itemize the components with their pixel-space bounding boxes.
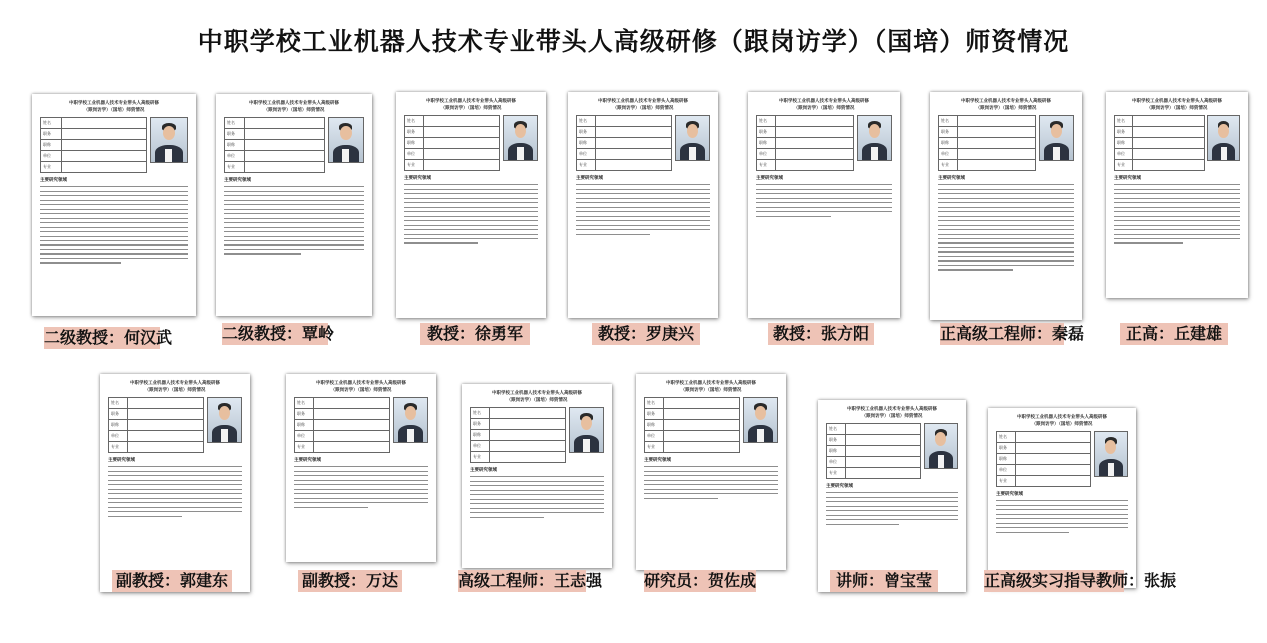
field-value bbox=[1132, 127, 1204, 138]
field-value bbox=[776, 116, 854, 127]
teacher-name-label: 教授：张方阳 bbox=[768, 323, 874, 345]
profile-sheet bbox=[818, 400, 966, 592]
field-value bbox=[62, 118, 146, 129]
research-section-title: 主要研究领域 bbox=[404, 176, 431, 181]
field-value bbox=[1015, 476, 1090, 487]
field-value bbox=[62, 140, 146, 151]
field-value bbox=[490, 430, 566, 441]
body-text-lines bbox=[756, 184, 892, 217]
field-label: 职务 bbox=[757, 127, 776, 138]
teacher-name-label: 讲师：曾宝莹 bbox=[830, 570, 938, 592]
field-label: 职称 bbox=[405, 138, 424, 149]
profile-sheet bbox=[462, 384, 612, 568]
field-value bbox=[314, 442, 390, 453]
field-value bbox=[845, 468, 920, 479]
field-label: 职务 bbox=[41, 129, 62, 140]
field-label: 姓名 bbox=[1115, 116, 1133, 127]
field-label: 专业 bbox=[827, 468, 846, 479]
field-value bbox=[776, 160, 854, 171]
field-value bbox=[490, 441, 566, 452]
field-label: 单位 bbox=[471, 441, 490, 452]
field-label: 职务 bbox=[471, 419, 490, 430]
field-value bbox=[596, 160, 672, 171]
profile-sheet bbox=[988, 408, 1136, 588]
field-label: 专业 bbox=[577, 160, 596, 171]
info-table bbox=[40, 117, 147, 173]
field-label: 职务 bbox=[295, 409, 314, 420]
field-value bbox=[424, 116, 500, 127]
field-value bbox=[958, 138, 1036, 149]
field-label: 专业 bbox=[1115, 160, 1133, 171]
profile-sheet-header: 中职学校工业机器人技术专业带头人高级研修 bbox=[1017, 415, 1107, 420]
research-section-title: 主要研究领域 bbox=[224, 178, 251, 183]
research-section-title: 主要研究领域 bbox=[576, 176, 603, 181]
field-label: 职务 bbox=[645, 409, 664, 420]
field-value bbox=[664, 398, 740, 409]
field-value bbox=[776, 127, 854, 138]
profile-sheet-header: 中职学校工业机器人技术专业带头人高级研修 bbox=[492, 391, 582, 396]
field-label: 单位 bbox=[295, 431, 314, 442]
info-table bbox=[938, 115, 1036, 171]
field-value bbox=[596, 116, 672, 127]
profile-sheet-header: 中职学校工业机器人技术专业带头人高级研修 bbox=[666, 381, 756, 386]
field-label: 职称 bbox=[827, 446, 846, 457]
field-value bbox=[128, 431, 204, 442]
field-value bbox=[958, 127, 1036, 138]
body-text-lines bbox=[826, 492, 958, 525]
profile-sheet bbox=[396, 92, 546, 318]
field-label: 单位 bbox=[997, 465, 1016, 476]
field-label: 单位 bbox=[405, 149, 424, 160]
profile-sheet-subheader: （跟岗访学）（国培）师资情况 bbox=[330, 388, 392, 393]
field-value bbox=[958, 160, 1036, 171]
profile-sheet-subheader: （跟岗访学）（国培）师资情况 bbox=[1031, 422, 1093, 427]
field-value bbox=[490, 419, 566, 430]
profile-sheet-subheader: （跟岗访学）（国培）师资情况 bbox=[144, 388, 206, 393]
teacher-name-label: 副教授：万达 bbox=[298, 570, 402, 592]
portrait-photo bbox=[743, 397, 778, 443]
field-value bbox=[958, 116, 1036, 127]
research-section-title: 主要研究领域 bbox=[294, 458, 321, 463]
portrait-photo bbox=[503, 115, 538, 161]
field-value bbox=[664, 442, 740, 453]
portrait-photo bbox=[857, 115, 892, 161]
field-label: 职务 bbox=[225, 129, 245, 140]
field-value bbox=[596, 127, 672, 138]
teacher-name-label: 二级教授：何汉武 bbox=[44, 328, 173, 347]
field-value bbox=[1015, 443, 1090, 454]
body-text-lines bbox=[576, 184, 710, 235]
research-section-title: 主要研究领域 bbox=[40, 178, 67, 183]
portrait-photo bbox=[328, 117, 364, 163]
info-table bbox=[1114, 115, 1205, 171]
field-value bbox=[62, 162, 146, 173]
info-table bbox=[224, 117, 325, 173]
field-label: 职务 bbox=[405, 127, 424, 138]
research-section-title: 主要研究领域 bbox=[996, 492, 1023, 497]
field-value bbox=[314, 431, 390, 442]
profile-sheet bbox=[32, 94, 196, 316]
field-value bbox=[244, 151, 324, 162]
field-value bbox=[244, 118, 324, 129]
field-value bbox=[424, 127, 500, 138]
field-value bbox=[244, 129, 324, 140]
teacher-name-label: 高级工程师：王志强 bbox=[458, 571, 603, 590]
info-table bbox=[826, 423, 921, 479]
profile-sheet-header: 中职学校工业机器人技术专业带头人高级研修 bbox=[426, 99, 516, 104]
field-label: 专业 bbox=[225, 162, 245, 173]
field-label: 职称 bbox=[1115, 138, 1133, 149]
profile-sheet-subheader: （跟岗访学）（国培）师资情况 bbox=[440, 106, 502, 111]
field-value bbox=[596, 149, 672, 160]
field-label: 单位 bbox=[827, 457, 846, 468]
field-value bbox=[845, 435, 920, 446]
profile-sheet-subheader: （跟岗访学）（国培）师资情况 bbox=[83, 108, 145, 113]
field-value bbox=[845, 446, 920, 457]
profile-sheet bbox=[216, 94, 372, 316]
profile-sheet bbox=[930, 92, 1082, 320]
portrait-photo bbox=[924, 423, 958, 469]
info-table bbox=[404, 115, 500, 171]
research-section-title: 主要研究领域 bbox=[108, 458, 135, 463]
info-table bbox=[470, 407, 566, 463]
portrait-photo bbox=[207, 397, 242, 443]
field-label: 专业 bbox=[939, 160, 958, 171]
field-value bbox=[1132, 116, 1204, 127]
field-label: 单位 bbox=[41, 151, 62, 162]
field-value bbox=[664, 431, 740, 442]
field-value bbox=[128, 420, 204, 431]
body-text-lines bbox=[224, 186, 364, 255]
field-value bbox=[776, 138, 854, 149]
body-text-lines bbox=[404, 184, 538, 244]
field-label: 专业 bbox=[405, 160, 424, 171]
profile-sheet-header: 中职学校工业机器人技术专业带头人高级研修 bbox=[847, 407, 937, 412]
field-label: 专业 bbox=[997, 476, 1016, 487]
teacher-name-label: 研究员：贺佐成 bbox=[644, 571, 757, 590]
profile-sheet-header: 中职学校工业机器人技术专业带头人高级研修 bbox=[249, 101, 339, 106]
field-value bbox=[490, 408, 566, 419]
profile-sheet-header: 中职学校工业机器人技术专业带头人高级研修 bbox=[961, 99, 1051, 104]
field-label: 职务 bbox=[109, 409, 128, 420]
profile-sheet-header: 中职学校工业机器人技术专业带头人高级研修 bbox=[316, 381, 406, 386]
field-label: 姓名 bbox=[997, 432, 1016, 443]
field-value bbox=[490, 452, 566, 463]
field-label: 姓名 bbox=[577, 116, 596, 127]
info-table bbox=[294, 397, 390, 453]
research-section-title: 主要研究领域 bbox=[826, 484, 853, 489]
field-label: 单位 bbox=[757, 149, 776, 160]
field-label: 姓名 bbox=[827, 424, 846, 435]
field-value bbox=[1132, 160, 1204, 171]
field-label: 职称 bbox=[645, 420, 664, 431]
field-value bbox=[314, 398, 390, 409]
profile-sheet bbox=[286, 374, 436, 562]
field-value bbox=[128, 409, 204, 420]
field-label: 职称 bbox=[225, 140, 245, 151]
teacher-name-label: 二级教授：覃岭 bbox=[222, 324, 335, 343]
portrait-photo bbox=[150, 117, 188, 163]
field-label: 姓名 bbox=[109, 398, 128, 409]
profile-sheet-header: 中职学校工业机器人技术专业带头人高级研修 bbox=[1132, 99, 1222, 104]
profile-sheet bbox=[100, 374, 250, 592]
field-label: 姓名 bbox=[41, 118, 62, 129]
teacher-name-label: 正高级实习指导教师：张振 bbox=[984, 571, 1177, 590]
profile-sheet-subheader: （跟岗访学）（国培）师资情况 bbox=[975, 106, 1037, 111]
field-label: 专业 bbox=[471, 452, 490, 463]
field-label: 职称 bbox=[471, 430, 490, 441]
field-value bbox=[1132, 149, 1204, 160]
info-table bbox=[756, 115, 854, 171]
profile-sheet bbox=[1106, 92, 1248, 298]
body-text-lines bbox=[996, 500, 1128, 533]
research-section-title: 主要研究领域 bbox=[470, 468, 497, 473]
profile-sheet-subheader: （跟岗访学）（国培）师资情况 bbox=[612, 106, 674, 111]
body-text-lines bbox=[644, 466, 778, 499]
field-value bbox=[62, 151, 146, 162]
field-value bbox=[424, 149, 500, 160]
field-label: 单位 bbox=[939, 149, 958, 160]
portrait-photo bbox=[1207, 115, 1240, 161]
profile-sheet-header: 中职学校工业机器人技术专业带头人高级研修 bbox=[130, 381, 220, 386]
info-table bbox=[576, 115, 672, 171]
profile-sheet bbox=[568, 92, 718, 318]
field-value bbox=[664, 420, 740, 431]
profile-sheet bbox=[748, 92, 900, 318]
profile-sheet-subheader: （跟岗访学）（国培）师资情况 bbox=[263, 108, 325, 113]
profile-sheet-subheader: （跟岗访学）（国培）师资情况 bbox=[1146, 106, 1208, 111]
field-label: 职务 bbox=[827, 435, 846, 446]
portrait-photo bbox=[1094, 431, 1128, 477]
page-title: 中职学校工业机器人技术专业带头人高级研修（跟岗访学）（国培）师资情况 bbox=[197, 27, 1070, 56]
profile-sheet-subheader: （跟岗访学）（国培）师资情况 bbox=[680, 388, 742, 393]
field-label: 单位 bbox=[1115, 149, 1133, 160]
field-value bbox=[1015, 432, 1090, 443]
field-value bbox=[958, 149, 1036, 160]
field-label: 单位 bbox=[577, 149, 596, 160]
field-value bbox=[424, 138, 500, 149]
teacher-name-label: 教授：徐勇军 bbox=[420, 323, 530, 345]
field-value bbox=[128, 398, 204, 409]
profile-sheet-header: 中职学校工业机器人技术专业带头人高级研修 bbox=[69, 101, 159, 106]
portrait-photo bbox=[1039, 115, 1074, 161]
field-label: 专业 bbox=[757, 160, 776, 171]
field-value bbox=[1132, 138, 1204, 149]
body-text-lines bbox=[470, 476, 604, 518]
profile-sheet-subheader: （跟岗访学）（国培）师资情况 bbox=[793, 106, 855, 111]
research-section-title: 主要研究领域 bbox=[1114, 176, 1141, 181]
field-label: 姓名 bbox=[757, 116, 776, 127]
field-label: 姓名 bbox=[295, 398, 314, 409]
field-label: 职称 bbox=[939, 138, 958, 149]
field-label: 单位 bbox=[109, 431, 128, 442]
field-label: 职称 bbox=[295, 420, 314, 431]
teacher-name-label: 正高：丘建雄 bbox=[1120, 323, 1228, 345]
info-table bbox=[644, 397, 740, 453]
teacher-name-label: 正高级工程师：秦磊 bbox=[940, 324, 1085, 343]
research-section-title: 主要研究领域 bbox=[644, 458, 671, 463]
field-value bbox=[776, 149, 854, 160]
field-label: 专业 bbox=[295, 442, 314, 453]
body-text-lines bbox=[1114, 184, 1240, 244]
research-section-title: 主要研究领域 bbox=[756, 176, 783, 181]
field-label: 姓名 bbox=[645, 398, 664, 409]
field-value bbox=[1015, 465, 1090, 476]
field-value bbox=[596, 138, 672, 149]
profile-sheet-header: 中职学校工业机器人技术专业带头人高级研修 bbox=[779, 99, 869, 104]
portrait-photo bbox=[675, 115, 710, 161]
field-label: 职称 bbox=[997, 454, 1016, 465]
field-value bbox=[845, 424, 920, 435]
field-label: 姓名 bbox=[225, 118, 245, 129]
info-table bbox=[108, 397, 204, 453]
field-label: 职称 bbox=[757, 138, 776, 149]
profile-sheet-header: 中职学校工业机器人技术专业带头人高级研修 bbox=[598, 99, 688, 104]
field-label: 职称 bbox=[577, 138, 596, 149]
field-value bbox=[845, 457, 920, 468]
research-section-title: 主要研究领域 bbox=[938, 176, 965, 181]
field-value bbox=[128, 442, 204, 453]
field-label: 姓名 bbox=[405, 116, 424, 127]
body-text-lines bbox=[294, 466, 428, 508]
field-label: 单位 bbox=[225, 151, 245, 162]
field-value bbox=[424, 160, 500, 171]
profile-sheet-subheader: （跟岗访学）（国培）师资情况 bbox=[861, 414, 923, 419]
field-value bbox=[664, 409, 740, 420]
field-label: 职务 bbox=[1115, 127, 1133, 138]
field-value bbox=[244, 140, 324, 151]
field-label: 职务 bbox=[997, 443, 1016, 454]
body-text-lines bbox=[40, 186, 188, 264]
field-label: 职称 bbox=[41, 140, 62, 151]
field-label: 职务 bbox=[577, 127, 596, 138]
field-value bbox=[314, 420, 390, 431]
field-label: 专业 bbox=[109, 442, 128, 453]
portrait-photo bbox=[569, 407, 604, 453]
field-label: 职称 bbox=[109, 420, 128, 431]
field-label: 专业 bbox=[41, 162, 62, 173]
field-label: 专业 bbox=[645, 442, 664, 453]
field-label: 姓名 bbox=[939, 116, 958, 127]
field-label: 姓名 bbox=[471, 408, 490, 419]
field-value bbox=[314, 409, 390, 420]
portrait-photo bbox=[393, 397, 428, 443]
field-label: 单位 bbox=[645, 431, 664, 442]
field-value bbox=[244, 162, 324, 173]
field-value bbox=[62, 129, 146, 140]
info-table bbox=[996, 431, 1091, 487]
teacher-name-label: 教授：罗庚兴 bbox=[592, 323, 700, 345]
teacher-name-label: 副教授：郭建东 bbox=[112, 570, 232, 592]
body-text-lines bbox=[938, 184, 1074, 271]
profile-sheet bbox=[636, 374, 786, 570]
field-value bbox=[1015, 454, 1090, 465]
field-label: 职务 bbox=[939, 127, 958, 138]
profile-sheet-subheader: （跟岗访学）（国培）师资情况 bbox=[506, 398, 568, 403]
body-text-lines bbox=[108, 466, 242, 517]
